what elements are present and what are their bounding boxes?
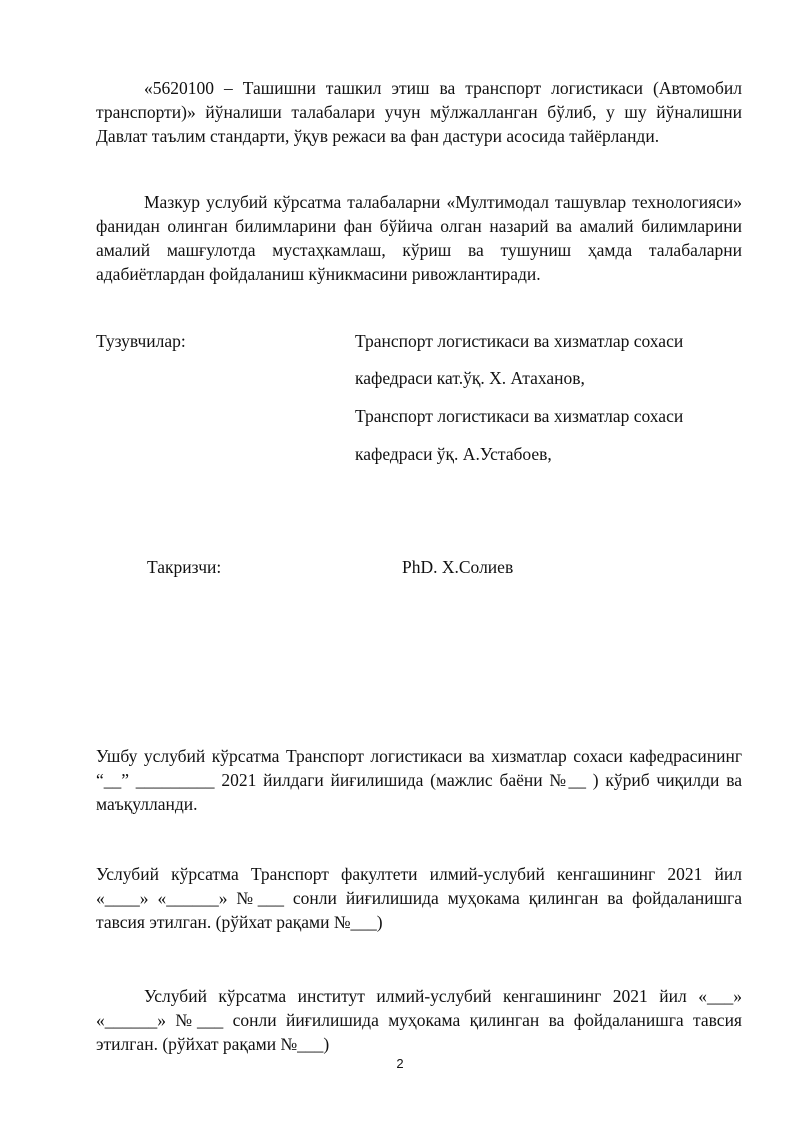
- reviewer-name: PhD. Х.Солиев: [402, 557, 514, 577]
- reviewer-label: Такризчи:: [147, 557, 222, 577]
- compiler-line-2: кафедраси кат.ўқ. Х. Атаханов,: [355, 368, 585, 388]
- approval-paragraph-1: Ушбу услубий кўрсатма Транспорт логистикаси ва хизматлар сохаси кафедрасининг “__” _________ 2021 йилдаги йиғилишида (мажлис баёни №__ ) кўриб чиқилди ва маъқулланди.: [96, 746, 742, 814]
- compiler-line-1: Транспорт логистикаси ва хизматлар сохаси: [355, 331, 684, 351]
- compiler-line-4: кафедраси ўқ. А.Устабоев,: [355, 444, 552, 464]
- compilers-label: Тузувчилар:: [96, 331, 186, 351]
- approval-paragraph-3: Услубий кўрсатма институт илмий-услубий кенгашининг 2021 йил «___» «______» №___ сонли йиғилишида муҳокама қилинган ва фойдаланишга тавсия этилган. (рўйхат рақами №___): [96, 986, 742, 1054]
- approval-paragraph-2: Услубий кўрсатма Транспорт факултети илмий-услубий кенгашининг 2021 йил «____» «______» №___ сонли йиғилишида муҳокама қилинган ва фойдаланишга тавсия этилган. (рўйхат рақами №___): [96, 864, 742, 932]
- compiler-line-3: Транспорт логистикаси ва хизматлар сохаси: [355, 406, 684, 426]
- page-number: 2: [396, 1056, 404, 1071]
- intro-paragraph-1: «5620100 – Ташишни ташкил этиш ва транспорт логистикаси (Автомобил транспорти)» йўналиши талабалари учун мўлжалланган бўлиб, у шу йўналишни Давлат таълим стандарти, ўқув режаси ва фан дастури асосида тайёрланди.: [96, 78, 742, 146]
- intro-paragraph-2: Мазкур услубий кўрсатма талабаларни «Мултимодал ташувлар технологияси» фанидан олинган билимларини фан бўйича олган назарий ва амалий билимларини амалий машғулотда мустаҳкамлаш, кўриш ва тушуниш ҳамда талабаларни адабиётлардан фойдаланиш кўникмасини ривожлантиради.: [96, 192, 742, 284]
